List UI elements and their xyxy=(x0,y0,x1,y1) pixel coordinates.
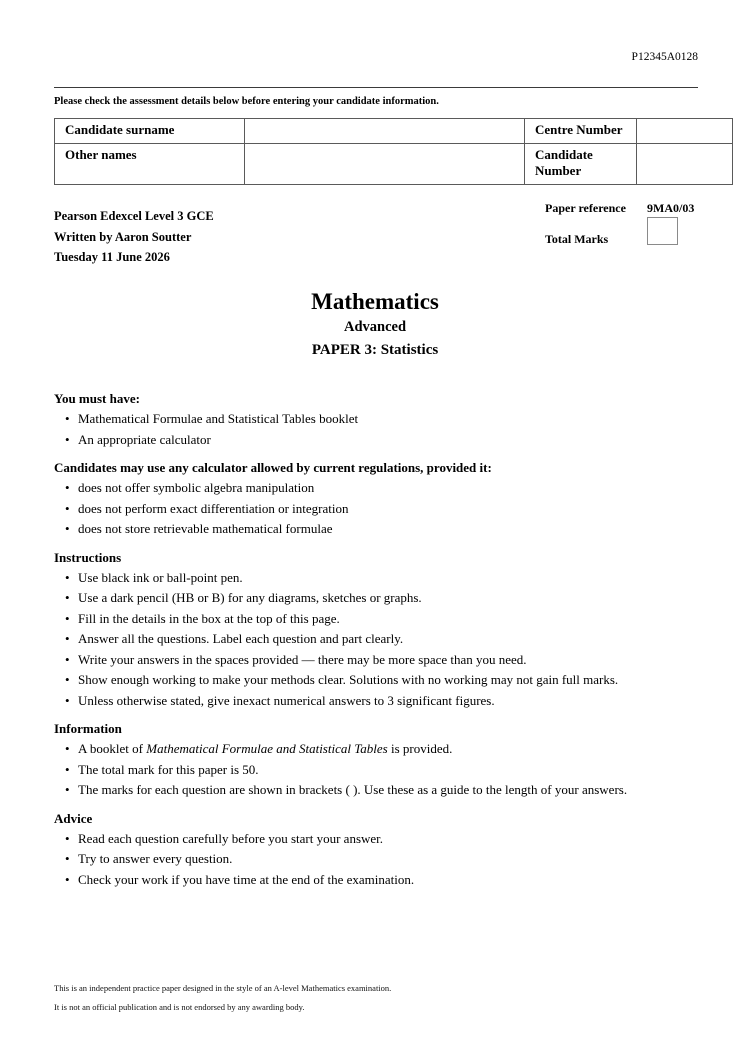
list-item xyxy=(54,739,716,760)
must-have-list xyxy=(54,409,716,450)
total-marks-box xyxy=(647,217,678,245)
candidate-number-field xyxy=(637,144,733,185)
list-item: • Use a dark pencil (HB or B) for any diagrams, sketches or graphs. xyxy=(54,588,716,609)
list-item: • Check your work if you have time at the end of the examination. xyxy=(54,870,716,891)
instructions-list xyxy=(54,568,716,712)
candidate-surname-label: Candidate surname xyxy=(55,119,245,144)
list-item: • Mathematical Formulae and Statistical Tables booklet xyxy=(54,409,716,430)
advice-list xyxy=(54,829,716,891)
disclaimer-footer xyxy=(54,979,391,1016)
centre-number-field xyxy=(637,119,733,144)
list-item: • An appropriate calculator xyxy=(54,430,716,451)
written-by-line: Written by Aaron Soutter xyxy=(54,229,192,244)
paper-reference-block xyxy=(545,201,725,247)
exam-date-line: Tuesday 11 June 2026 xyxy=(54,250,170,264)
list-item: • Show enough working to make your methods clear. Solutions with no working may not gain full marks. xyxy=(54,670,716,691)
page-title: Mathematics xyxy=(311,289,439,314)
paper-reference-row xyxy=(545,201,725,216)
advice-heading: Advice xyxy=(54,810,93,826)
paper-code: P12345A0128 xyxy=(631,51,698,63)
list-item: • The total mark for this paper is 50. xyxy=(54,760,716,781)
paper-subtitle: PAPER 3: Statistics xyxy=(311,342,439,358)
candidate-number-label: Candidate Number xyxy=(525,144,637,185)
table-row xyxy=(55,144,733,185)
info-item-prefix: A booklet of xyxy=(78,741,147,756)
info-item-booklet-title: Mathematical Formulae and Statistical Tables xyxy=(146,741,388,756)
candidate-details-table xyxy=(54,118,733,185)
header-rule xyxy=(54,87,698,88)
list-item: • Use black ink or ball-point pen. xyxy=(54,568,716,589)
must-have-heading: You must have: xyxy=(54,391,140,406)
other-names-field xyxy=(245,144,525,185)
qualification-line: Pearson Edexcel Level 3 GCE xyxy=(54,209,214,223)
list-item: • Unless otherwise stated, give inexact numerical answers to 3 significant figures. xyxy=(54,691,716,712)
paper-reference-value: 9MA0/03 xyxy=(647,201,695,215)
list-item: • does not store retrievable mathematical formulae xyxy=(54,519,716,540)
disclaimer-line-1: This is an independent practice paper designed in the style of an A-level Mathematics examination. xyxy=(54,983,392,993)
list-item: • Answer all the questions. Label each question and part clearly. xyxy=(54,629,716,650)
centre-number-label: Centre Number xyxy=(525,119,637,144)
total-marks-label: Total Marks xyxy=(545,232,609,246)
title-block xyxy=(0,289,750,360)
list-item: • Fill in the details in the box at the top of this page. xyxy=(54,609,716,630)
information-heading: Information xyxy=(54,721,122,736)
disclaimer-line-2: It is not an official publication and is not endorsed by any awarding body. xyxy=(54,1001,305,1012)
exam-meta-block xyxy=(54,206,214,268)
list-item: • does not perform exact differentiation or integration xyxy=(54,499,716,520)
information-list xyxy=(54,739,716,801)
list-item: • Try to answer every question. xyxy=(54,849,716,870)
other-names-label: Other names xyxy=(55,144,245,185)
assessment-notice: Please check the assessment details below before entering your candidate information. xyxy=(54,96,439,107)
instructions-heading: Instructions xyxy=(54,549,122,565)
cover-body xyxy=(54,385,716,890)
list-item: • The marks for each question are shown in brackets ( ). Use these as a guide to the length of your answers. xyxy=(54,780,716,801)
paper-reference-label: Paper reference xyxy=(545,201,626,215)
list-item: • Write your answers in the spaces provided — there may be more space than you need. xyxy=(54,650,716,671)
info-item-suffix: is provided. xyxy=(387,741,453,756)
calculator-list xyxy=(54,478,716,540)
table-row xyxy=(55,119,733,144)
list-item: • does not offer symbolic algebra manipulation xyxy=(54,478,716,499)
list-item: • Read each question carefully before you start your answer. xyxy=(54,829,716,850)
calculator-heading: Candidates may use any calculator allowed by current regulations, provided it: xyxy=(54,460,492,475)
candidate-surname-field xyxy=(245,119,525,144)
level-subtitle: Advanced xyxy=(343,319,407,335)
total-marks-row xyxy=(545,232,725,247)
